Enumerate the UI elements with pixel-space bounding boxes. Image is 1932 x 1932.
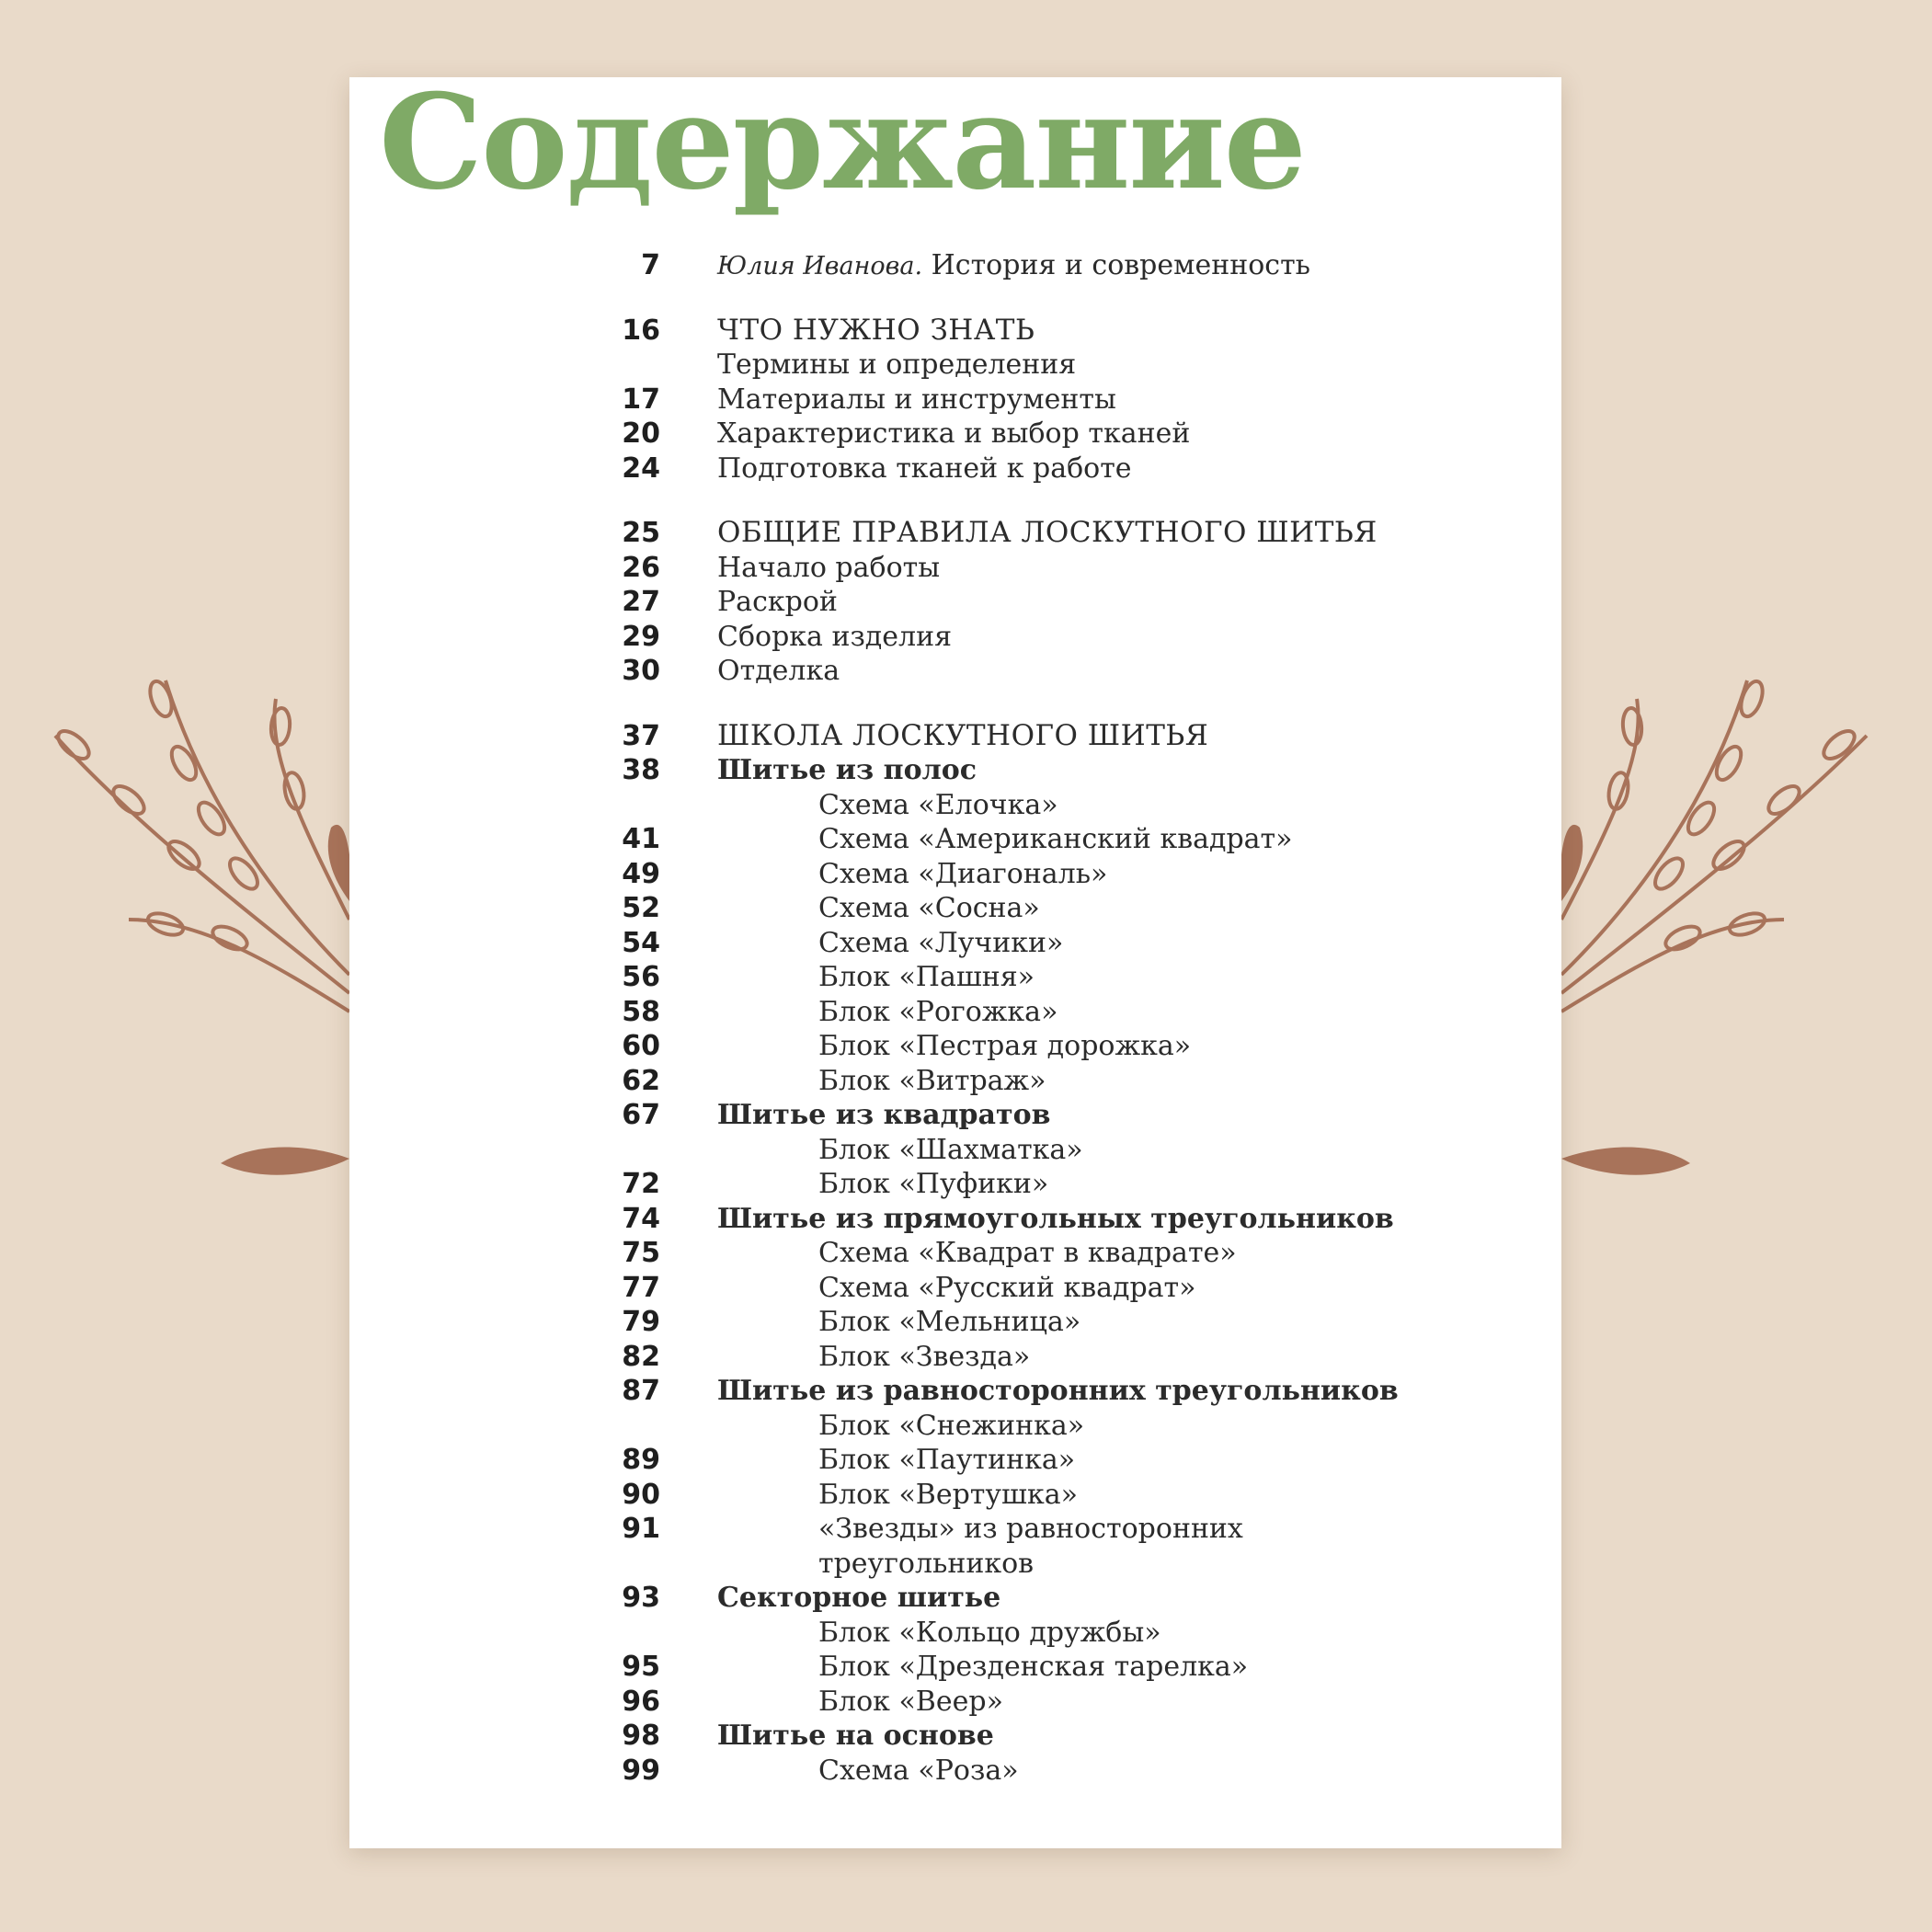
toc-entry bbox=[349, 1305, 1561, 1340]
toc-page-number: 58 bbox=[622, 995, 660, 1028]
toc-page-number: 99 bbox=[622, 1754, 660, 1787]
willow-branch-left-icon bbox=[53, 679, 351, 1175]
toc-page-number: 7 bbox=[641, 249, 660, 281]
toc-page-number: 54 bbox=[622, 926, 660, 959]
toc-entry-text: История и современность bbox=[931, 249, 1311, 281]
toc-page-number: 62 bbox=[622, 1064, 660, 1097]
toc-entry bbox=[349, 719, 1561, 754]
toc-entry bbox=[349, 788, 1561, 823]
toc-entry-title: Блок «Мельница» bbox=[818, 1306, 1081, 1338]
toc-entry-title: Сборка изделия bbox=[717, 620, 953, 653]
toc-entry bbox=[349, 1202, 1561, 1237]
toc-entry-title: Блок «Кольцо дружбы» bbox=[818, 1616, 1161, 1649]
toc-entry-title: Начало работы bbox=[717, 551, 941, 584]
toc-page-number: 67 bbox=[622, 1099, 660, 1131]
toc-page-number: 20 bbox=[622, 417, 660, 450]
toc-entry-title: Схема «Русский квадрат» bbox=[818, 1271, 1196, 1304]
toc-entry bbox=[349, 1754, 1561, 1789]
toc-entry bbox=[349, 348, 1561, 383]
book-page bbox=[349, 77, 1561, 1848]
toc-entry bbox=[349, 822, 1561, 857]
toc-entry bbox=[349, 1374, 1561, 1409]
toc-entry-title: Шитье из квадратов bbox=[717, 1099, 1051, 1131]
toc-entry-title: Схема «Американский квадрат» bbox=[818, 823, 1293, 855]
toc-entry bbox=[349, 1512, 1561, 1581]
toc-page-number: 77 bbox=[622, 1271, 660, 1304]
toc-entry bbox=[349, 891, 1561, 926]
toc-entry-title: Термины и определения bbox=[717, 349, 1077, 381]
toc-entry-title bbox=[717, 248, 1310, 284]
toc-page-number: 26 bbox=[622, 551, 660, 584]
toc-page-number: 75 bbox=[622, 1237, 660, 1269]
toc-entry bbox=[349, 1064, 1561, 1099]
toc-entry-title: ОБЩИЕ ПРАВИЛА ЛОСКУТНОГО ШИТЬЯ bbox=[717, 516, 1378, 549]
toc-entry-title: ЧТО НУЖНО ЗНАТЬ bbox=[717, 313, 1035, 347]
toc-entry-title: Блок «Пестрая дорожка» bbox=[818, 1030, 1192, 1062]
toc-page-number: 49 bbox=[622, 857, 660, 890]
toc-entry bbox=[349, 1719, 1561, 1754]
toc-entry-title: Схема «Лучики» bbox=[818, 926, 1064, 959]
toc-page-number: 79 bbox=[622, 1306, 660, 1338]
toc-entry-title: Подготовка тканей к работе bbox=[717, 452, 1132, 485]
toc-entry bbox=[349, 248, 1561, 283]
toc-entry bbox=[349, 1478, 1561, 1513]
toc-entry bbox=[349, 1650, 1561, 1685]
toc-entry bbox=[349, 620, 1561, 655]
toc-page-number: 95 bbox=[622, 1651, 660, 1683]
toc-entry bbox=[349, 1133, 1561, 1168]
toc-entry bbox=[349, 585, 1561, 620]
toc-entry-title: Блок «Рогожка» bbox=[818, 995, 1058, 1028]
toc-page-number: 72 bbox=[622, 1168, 660, 1200]
toc-entry bbox=[349, 1271, 1561, 1306]
toc-page-number: 38 bbox=[622, 754, 660, 786]
toc-entry bbox=[349, 857, 1561, 892]
toc-entry bbox=[349, 1443, 1561, 1478]
toc-entry-title: Блок «Веер» bbox=[818, 1685, 1003, 1718]
toc-entry-title: Шитье из прямоугольных треугольников bbox=[717, 1202, 1394, 1235]
toc-page-number: 30 bbox=[622, 655, 660, 687]
toc-entry-title: Шитье из равносторонних треугольников bbox=[717, 1375, 1399, 1407]
toc-entry bbox=[349, 1616, 1561, 1651]
toc-page-number: 27 bbox=[622, 586, 660, 618]
toc-entry bbox=[349, 1098, 1561, 1133]
toc-page-number: 17 bbox=[622, 383, 660, 416]
toc-entry-title: Схема «Елочка» bbox=[818, 788, 1058, 821]
toc-page-number: 37 bbox=[622, 719, 660, 752]
toc-page-number: 91 bbox=[622, 1513, 660, 1545]
toc-entry-title: ШКОЛА ЛОСКУТНОГО ШИТЬЯ bbox=[717, 718, 1209, 752]
toc-page-number: 74 bbox=[622, 1202, 660, 1235]
toc-entry bbox=[349, 452, 1561, 486]
toc-page-number: 25 bbox=[622, 517, 660, 549]
willow-branch-right-icon bbox=[1560, 679, 1867, 1175]
toc-entry bbox=[349, 551, 1561, 586]
toc-entry-title: Характеристика и выбор тканей bbox=[717, 417, 1191, 450]
toc-entry bbox=[349, 1029, 1561, 1064]
toc-entry-title: Блок «Витраж» bbox=[818, 1064, 1046, 1097]
toc-page-number: 87 bbox=[622, 1375, 660, 1407]
toc-entry bbox=[349, 1581, 1561, 1616]
toc-page-number: 56 bbox=[622, 961, 660, 993]
toc-entry-title: Блок «Пуфики» bbox=[818, 1168, 1049, 1200]
toc-entry-title: Блок «Снежинка» bbox=[818, 1409, 1085, 1442]
toc-entry-title: Блок «Шахматка» bbox=[818, 1133, 1083, 1166]
toc-page-number: 89 bbox=[622, 1444, 660, 1476]
toc-entry-title: Отделка bbox=[717, 655, 840, 687]
toc-entry bbox=[349, 926, 1561, 961]
toc-entry bbox=[349, 995, 1561, 1030]
toc-entry bbox=[349, 753, 1561, 788]
toc-entry-title: Схема «Сосна» bbox=[818, 892, 1040, 924]
toc-entry bbox=[349, 417, 1561, 452]
toc-entry-title: Блок «Паутинка» bbox=[818, 1444, 1076, 1476]
toc-entry bbox=[349, 1167, 1561, 1202]
toc-entry bbox=[349, 1340, 1561, 1375]
toc-page-number: 96 bbox=[622, 1685, 660, 1718]
toc-page-number: 24 bbox=[622, 452, 660, 485]
toc-page-number: 52 bbox=[622, 892, 660, 924]
toc-entry bbox=[349, 654, 1561, 689]
toc-page-number: 90 bbox=[622, 1478, 660, 1511]
toc-page-number: 82 bbox=[622, 1340, 660, 1373]
toc-entry bbox=[349, 1685, 1561, 1720]
toc-entry-title: Материалы и инструменты bbox=[717, 383, 1116, 416]
toc-entry-title: Блок «Пашня» bbox=[818, 961, 1035, 993]
table-of-contents bbox=[349, 248, 1561, 1788]
toc-entry-title: Схема «Квадрат в квадрате» bbox=[818, 1237, 1237, 1269]
toc-entry-title: Шитье на основе bbox=[717, 1720, 994, 1752]
page-title: Содержание bbox=[379, 77, 1306, 219]
toc-entry bbox=[349, 516, 1561, 551]
toc-page-number: 29 bbox=[622, 620, 660, 653]
toc-page-number: 16 bbox=[622, 314, 660, 347]
toc-page-number: 60 bbox=[622, 1030, 660, 1062]
toc-entry-title: Схема «Диагональ» bbox=[818, 857, 1108, 890]
toc-author: Юлия Иванова. bbox=[717, 252, 923, 280]
toc-entry-title: Блок «Вертушка» bbox=[818, 1478, 1078, 1511]
toc-entry-title: «Звезды» из равносторонних треугольников bbox=[818, 1513, 1243, 1580]
toc-entry bbox=[349, 314, 1561, 349]
toc-entry-title: Раскрой bbox=[717, 586, 838, 618]
toc-entry-title: Схема «Роза» bbox=[818, 1754, 1019, 1787]
toc-entry-title: Блок «Звезда» bbox=[818, 1340, 1031, 1373]
toc-page-number: 98 bbox=[622, 1720, 660, 1752]
toc-entry bbox=[349, 383, 1561, 417]
toc-page-number: 41 bbox=[622, 823, 660, 855]
toc-entry-title: Блок «Дрезденская тарелка» bbox=[818, 1651, 1249, 1683]
toc-entry-title: Шитье из полос bbox=[717, 754, 977, 786]
toc-entry bbox=[349, 960, 1561, 995]
toc-entry bbox=[349, 1236, 1561, 1271]
toc-entry bbox=[349, 1409, 1561, 1444]
toc-entry-title: Секторное шитье bbox=[717, 1582, 1001, 1614]
toc-page-number: 93 bbox=[622, 1582, 660, 1614]
